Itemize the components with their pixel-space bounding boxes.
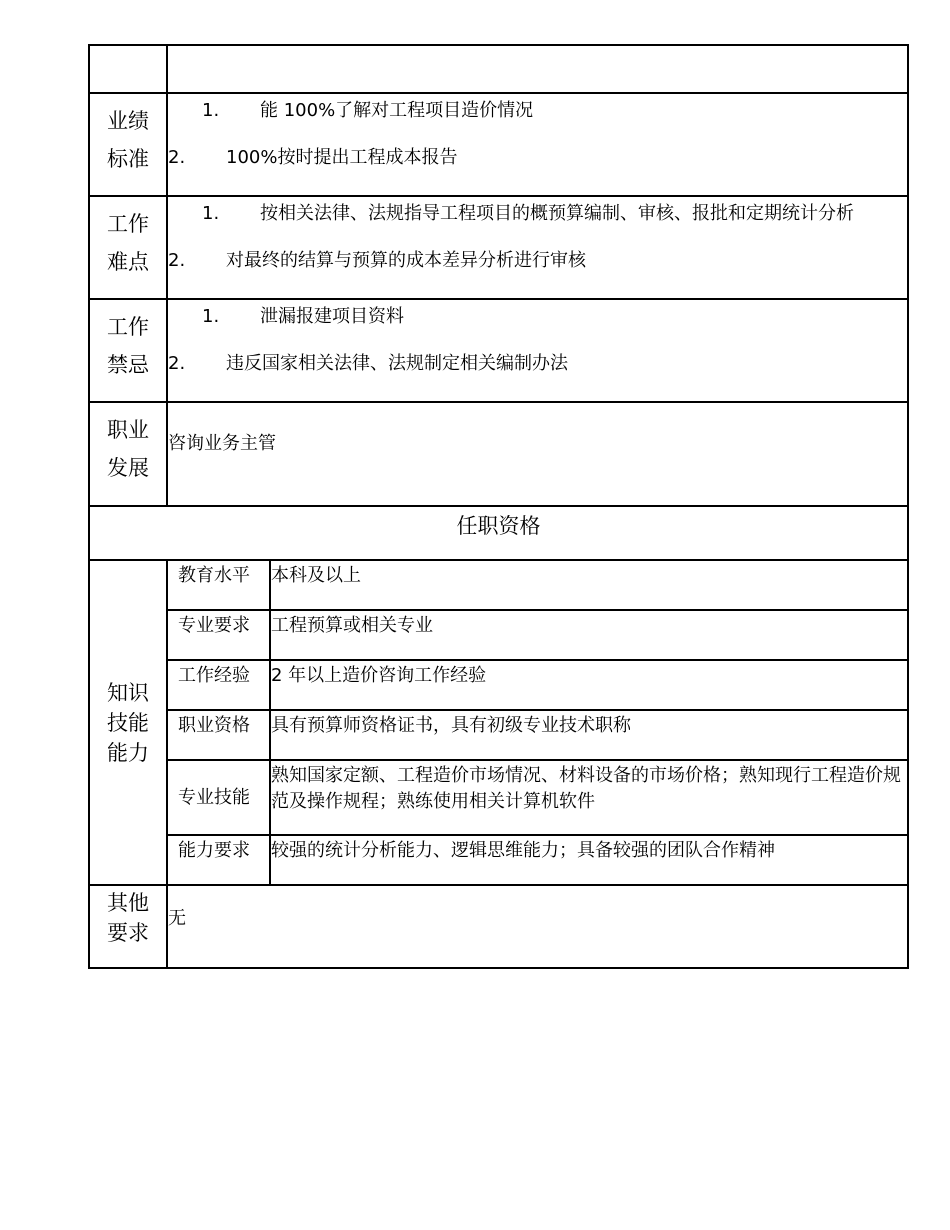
certificate-value: 具有预算师资格证书，具有初级专业技术职称 [270, 710, 908, 760]
skill-label: 专业技能 [167, 760, 270, 835]
qualification-row-experience [89, 660, 908, 710]
prohibition-label-line-2: 禁忌 [107, 353, 149, 377]
prohibition-item-1-num: 1. [202, 306, 220, 327]
top-empty-content-cell [167, 45, 908, 93]
difficulty-label [89, 196, 167, 299]
performance-row [89, 93, 908, 196]
group-label-line-2: 技能 [107, 710, 149, 735]
experience-label: 工作经验 [167, 660, 270, 710]
major-value: 工程预算或相关专业 [270, 610, 908, 660]
difficulty-label-line-2: 难点 [107, 250, 149, 274]
prohibition-item-2-num: 2. [168, 353, 186, 374]
career-content [167, 402, 908, 506]
performance-label [89, 93, 167, 196]
performance-item-1 [168, 96, 907, 143]
performance-label-line-2: 标准 [107, 147, 149, 171]
difficulty-item-1-num: 1. [202, 203, 220, 224]
performance-item-1-text: 能 100%了解对工程项目造价情况 [260, 100, 534, 121]
ability-label: 能力要求 [167, 835, 270, 885]
prohibition-label-line-1: 工作 [107, 315, 149, 339]
prohibition-label [89, 299, 167, 402]
career-label-line-2: 发展 [107, 456, 149, 480]
qualification-row-skill [89, 760, 908, 835]
ability-value: 较强的统计分析能力、逻辑思维能力；具备较强的团队合作精神 [270, 835, 908, 885]
career-label [89, 402, 167, 506]
major-label: 专业要求 [167, 610, 270, 660]
difficulty-item-1 [168, 199, 907, 246]
performance-content [167, 93, 908, 196]
performance-item-2-num: 2. [168, 147, 186, 168]
prohibition-item-2-text: 违反国家相关法律、法规制定相关编制办法 [226, 353, 568, 374]
education-label: 教育水平 [167, 560, 270, 610]
top-empty-label-cell [89, 45, 167, 93]
other-text: 无 [168, 908, 186, 929]
performance-label-line-1: 业绩 [107, 109, 149, 133]
education-value: 本科及以上 [270, 560, 908, 610]
performance-item-1-num: 1. [202, 100, 220, 121]
qualification-title-row [89, 506, 908, 560]
group-label-line-1: 知识 [107, 680, 149, 705]
difficulty-content [167, 196, 908, 299]
prohibition-content [167, 299, 908, 402]
career-label-line-1: 职业 [107, 418, 149, 442]
prohibition-item-1-text: 泄漏报建项目资料 [260, 306, 404, 327]
qualification-group-label [89, 560, 167, 885]
top-empty-row [89, 45, 908, 93]
qualification-row-education [89, 560, 908, 610]
difficulty-item-1-text: 按相关法律、法规指导工程项目的概预算编制、审核、报批和定期统计分析 [260, 203, 854, 224]
job-description-table [88, 44, 909, 969]
other-content [167, 885, 908, 968]
qualification-row-ability [89, 835, 908, 885]
difficulty-item-2-num: 2. [168, 250, 186, 271]
group-label-line-3: 能力 [107, 740, 149, 765]
career-text: 咨询业务主管 [168, 433, 276, 454]
other-label [89, 885, 167, 968]
career-row [89, 402, 908, 506]
other-label-line-2: 要求 [107, 921, 149, 945]
performance-item-2-text: 100%按时提出工程成本报告 [226, 147, 458, 168]
prohibition-item-2 [168, 349, 907, 396]
difficulty-row [89, 196, 908, 299]
difficulty-label-line-1: 工作 [107, 212, 149, 236]
other-label-line-1: 其他 [107, 891, 149, 915]
qualification-title: 任职资格 [89, 506, 908, 560]
prohibition-row [89, 299, 908, 402]
certificate-label: 职业资格 [167, 710, 270, 760]
qualification-row-certificate [89, 710, 908, 760]
qualification-row-major [89, 610, 908, 660]
experience-value: 2 年以上造价咨询工作经验 [270, 660, 908, 710]
prohibition-item-1 [168, 302, 907, 349]
difficulty-item-2 [168, 246, 907, 293]
other-row [89, 885, 908, 968]
difficulty-item-2-text: 对最终的结算与预算的成本差异分析进行审核 [226, 250, 586, 271]
skill-value: 熟知国家定额、工程造价市场情况、材料设备的市场价格；熟知现行工程造价规范及操作规程；熟练使用相关计算机软件 [270, 760, 908, 835]
performance-item-2 [168, 143, 907, 190]
